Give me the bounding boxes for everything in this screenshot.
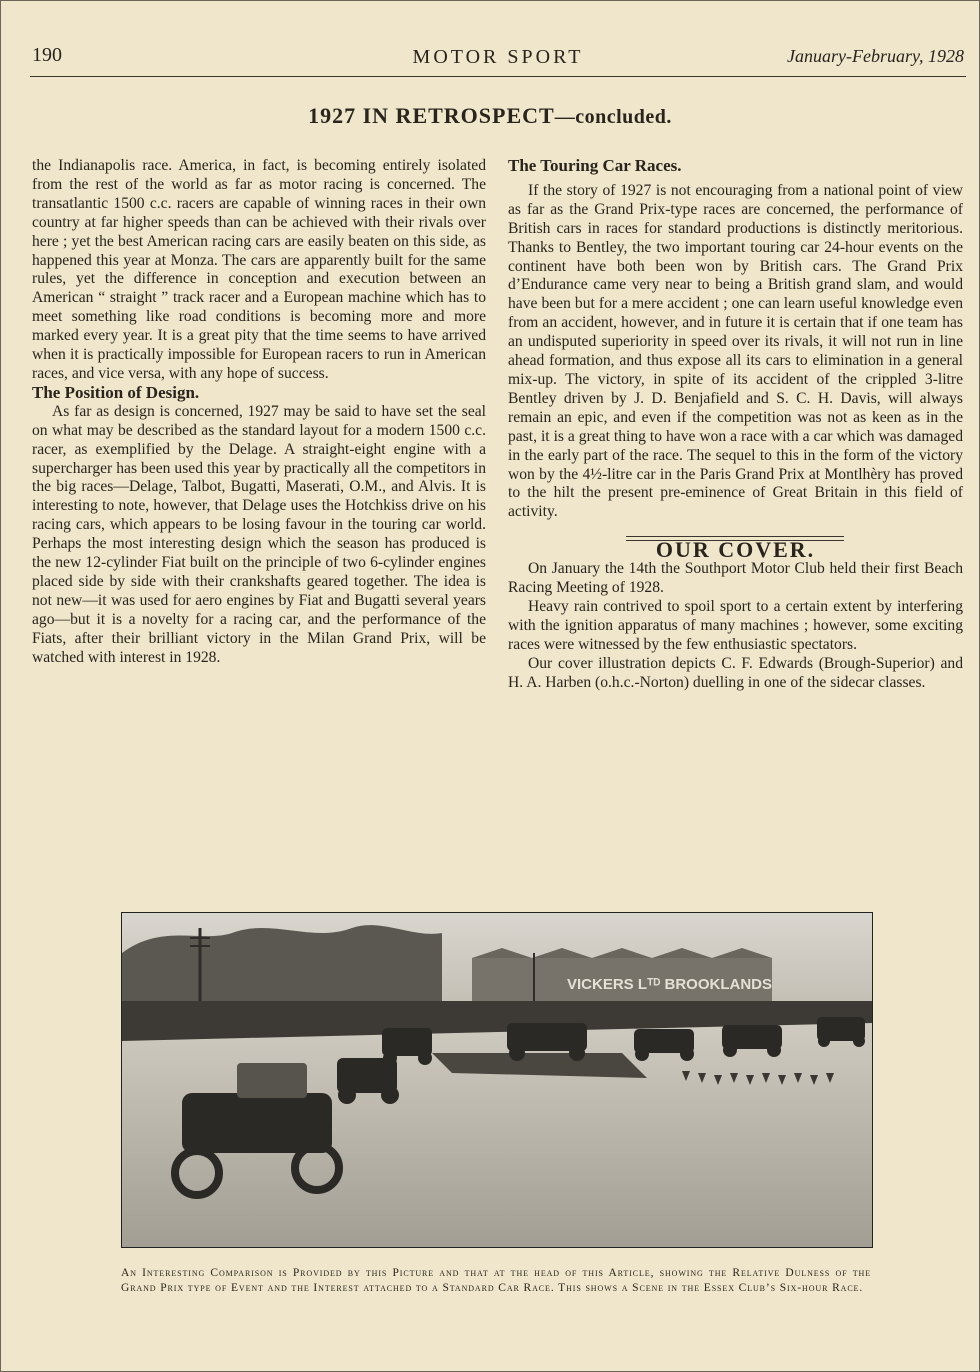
design-heading: The Position of Design. <box>32 382 200 402</box>
design-paragraph: As far as design is concerned, 1927 may be said to have set the seal on what may be described as the standard layout for a modern 1500 c.c. racer, as exemplified by the Delage. A straight-eight engine with a supercharger has been used this year by practically all the competitors in the big races—Delage, Talbot, Bugatti, Maserati, O.M., and Alvis. It is interesting to note, however, that Delage uses the Hotchkiss drive on his racing cars, which appears to be losing favour in the touring car world. Perhaps the most interesting design which the season has produced is the new 12-cylinder Fiat built on the principle of two 6-cylinder engines placed side by side with their crankshafts geared together. The idea is not new—it was used for aero engines by Fiat and Bugatti several years ago—but it is a novelty for a racing car, and the performance of the Fiats, after their brilliant victory in the Milan Grand Prix, will be watched with interest in 1928. <box>32 402 486 666</box>
masthead: MOTOR SPORT <box>412 46 584 68</box>
right-column <box>508 157 963 692</box>
touring-heading: The Touring Car Races. <box>508 156 682 175</box>
cover-heading: OUR COVER. <box>655 537 816 563</box>
article-title <box>0 103 980 129</box>
vickers-sign: VICKERS Lᵀᴰ BROOKLANDS <box>567 976 772 993</box>
cover-paragraph-3: Our cover illustration depicts C. F. Edwards (Brough-Superior) and H. A. Harben (o.h.c.-Norton) duelling in one of the sidecar classes. <box>508 654 963 691</box>
cover-paragraph-1: On January the 14th the Southport Motor Club held their first Beach Racing Meeting of 1928. <box>508 560 963 597</box>
page-number: 190 <box>32 44 62 66</box>
race-photo <box>121 912 873 1248</box>
left-column <box>32 157 486 667</box>
issue-date: January-February, 1928 <box>787 46 964 66</box>
treeline <box>122 925 442 1008</box>
intro-paragraph: the Indianapolis race. America, in fact, is becoming entirely isolated from the rest of the world as far as motor racing is concerned. The transatlantic 1500 c.c. racers are capable of winning races in their own country at far higher speeds than can be achieved with their rivals over here ; yet the best American racing cars are easily beaten on this side, as happened this year at Monza. The cars are apparently built for the same rules, yet the difference in conception and execution between an American “ straight ” track racer and a European machine which has to meet something like road conditions is becoming more and more marked every year. It is a great pity that the time seems to have arrived when it is practically impossible for European racers to run in American races, and vice versa, with any hope of success. <box>32 157 486 382</box>
touring-paragraph: If the story of 1927 is not encouraging from a national point of view as far as the Grand Prix-type races are concerned, the performance of British cars in races for standard productions is distinctly meritorious. Thanks to Bentley, the two important touring car 24-hour events on the continent have both been won by British cars. The Grand Prix d’Endurance came very near to being a British grand slam, and would have been but for a mere accident ; one can learn useful knowledge even from an accident, however, and in future it is certain that if one team has an undisputed superiority in speed over its rivals, it will not run in line ahead formation, and thus expose all its cars to elimination in a general mix-up. The victory, in spite of its accident of the crippled 3-litre Bentley driven by J. D. Benjafield and S. C. H. Davis, will always remain an epic, and even if the competition was not as keen as in the past, it is a great thing to have won a race with a car which was damaged in the early part of the race. The sequel to this in the form of the victory won by the 4½-litre car in the Paris Grand Prix at Montlhèry has proved to the hilt the present pre-eminence of Great Britain in this field of activity. <box>508 181 963 521</box>
photo-caption: An Interesting Comparison is Provided by this Picture and that at the head of this Article, showing the Relative Dulness of the Grand Prix type of Event and the Interest attached to a Standard Car Race. This shows a Scene in the Essex Club’s Six-hour Race. <box>121 1267 871 1294</box>
cover-paragraph-2: Heavy rain contrived to spoil sport to a certain extent by interfering with the ignition apparatus of many machines ; however, some exciting races were witnessed by the few enthusiastic spectators. <box>508 597 963 653</box>
page-header <box>32 44 964 74</box>
header-rule <box>30 76 966 77</box>
race-photo-image <box>122 913 872 1247</box>
article-title-suffix: —concluded. <box>554 106 672 128</box>
article-title-main: 1927 IN RETROSPECT <box>308 103 555 128</box>
